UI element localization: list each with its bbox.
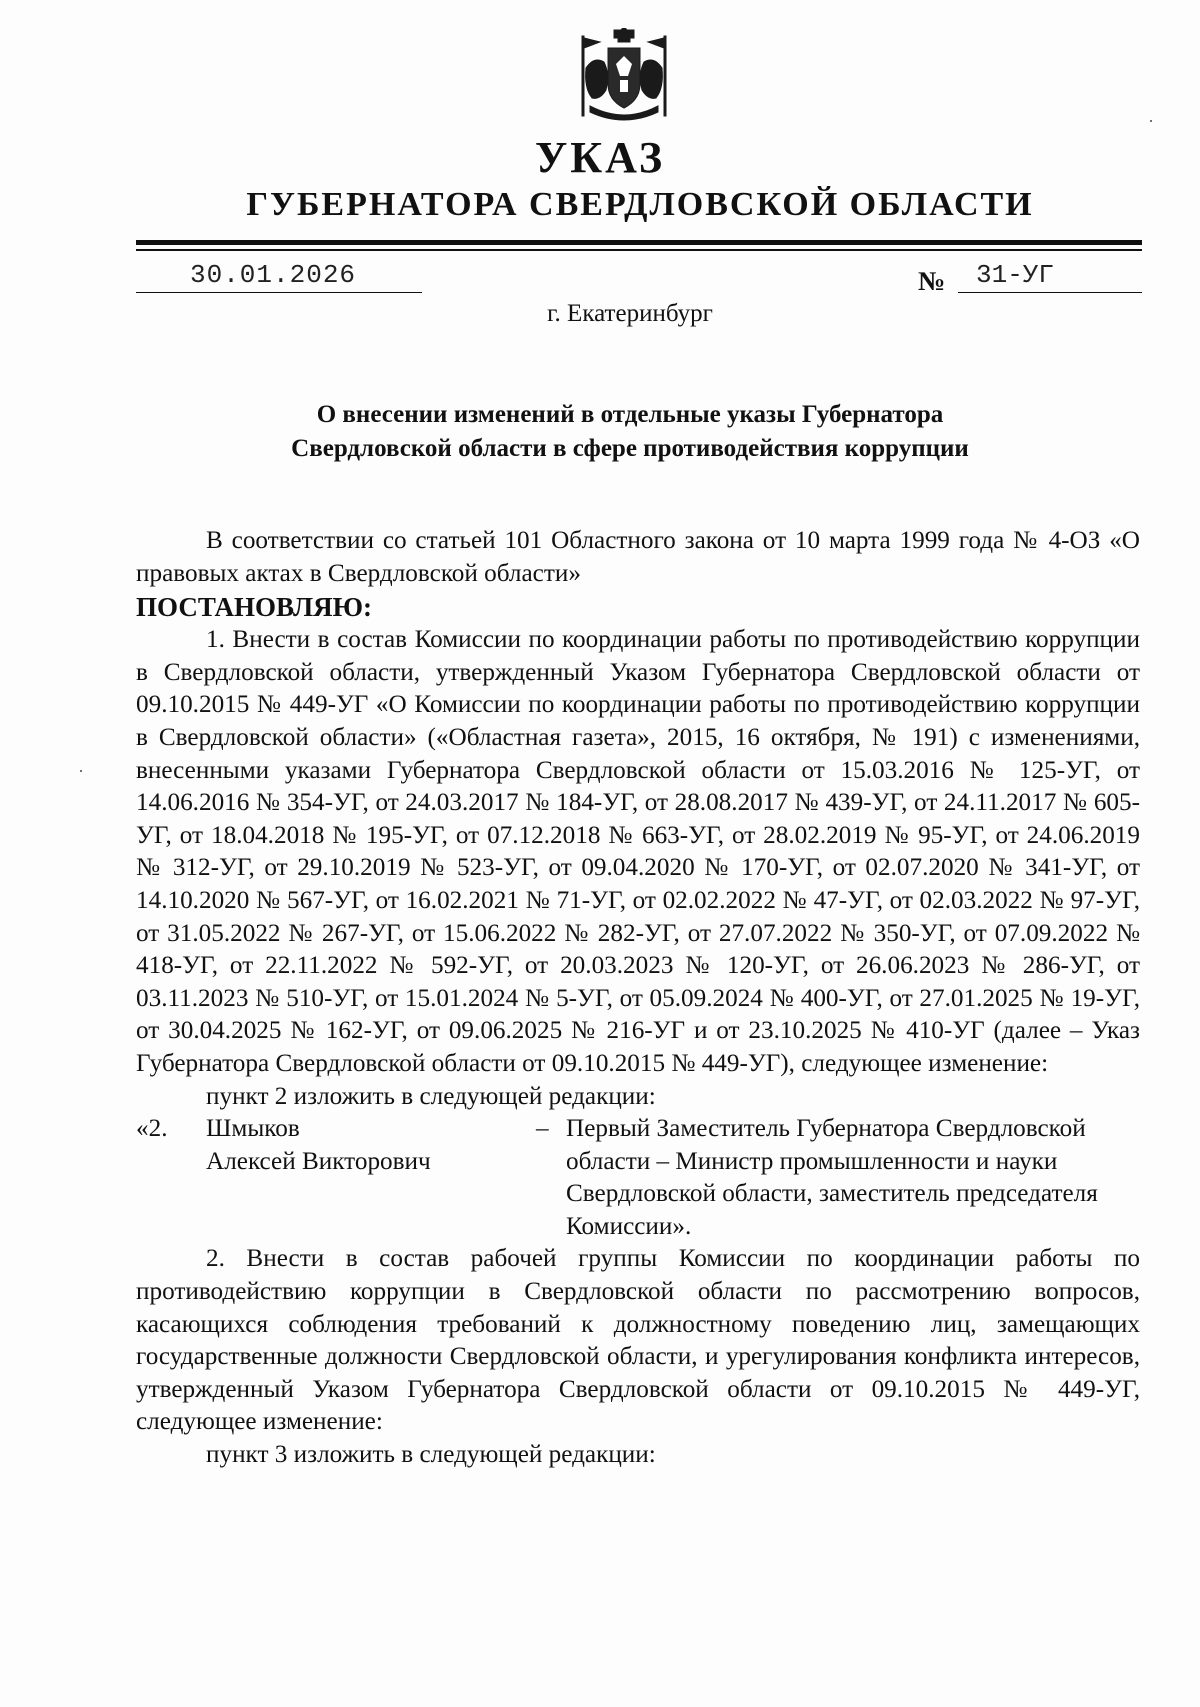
decree-date: 30.01.2026: [190, 260, 357, 290]
date-underline: [136, 292, 422, 293]
preamble-paragraph: В соответствии со статьей 101 Областного закона от 10 марта 1999 года № 4-ОЗ «О правовых актах в Свердловской области»: [136, 527, 1140, 587]
city-label: г. Екатеринбург: [547, 300, 713, 327]
member-given-names: Алексей Викторович: [206, 1147, 431, 1175]
scan-speck: [80, 770, 82, 772]
member-dash: –: [536, 1115, 549, 1143]
item-2-paragraph: 2. Внести в состав рабочей группы Комиссии по координации работы по противодействию коррупции в Свердловской области по рассмотрению вопросов, касающихся соблюдения требований к должностному поведению лиц, замещающих государственные должности Свердловской области, и урегулирования конфликта интересов, утвержденный Указом Губернатора Свердловской области от 09.10.2015 № 449-УГ, следующее изменение:: [136, 1245, 1140, 1436]
member-surname: Шмыков: [206, 1115, 300, 1143]
decree-heading: [150, 398, 1110, 466]
number-underline: [958, 292, 1142, 293]
item-1-paragraph: 1. Внести в состав Комиссии по координации работы по противодействию коррупции в Свердловской области, утвержденный Указом Губернатора Свердловской области от 09.10.2015 № 449-УГ «О Комиссии по координации работы по противодействию коррупции в Свердловской области» («Областная газета», 2015, 16 октября, № 191) с изменениями, внесенными указами Губернатора Свердловской области от 15.03.2016 № 125-УГ, от 14.06.2016 № 354-УГ, от 24.03.2017 № 184-УГ, от 28.08.2017 № 439-УГ, от 24.11.2017 № 605-УГ, от 18.04.2018 № 195-УГ, от 07.12.2018 № 663-УГ, от 28.02.2019 № 95-УГ, от 24.06.2019 № 312-УГ, от 29.10.2019 № 523-УГ, от 09.04.2020 № 170-УГ, от 02.07.2020 № 341-УГ, от 14.10.2020 № 567-УГ, от 16.02.2021 № 71-УГ, от 02.02.2022 № 47-УГ, от 02.03.2022 № 97-УГ, от 31.05.2022 № 267-УГ, от 15.06.2022 № 282-УГ, от 27.07.2022 № 350-УГ, от 07.09.2022 № 418-УГ, от 22.11.2022 № 592-УГ, от 20.03.2023 № 120-УГ, от 26.06.2023 № 286-УГ, от 03.11.2023 № 510-УГ, от 15.01.2024 № 5-УГ, от 05.09.2024 № 400-УГ, от 27.01.2025 № 19-УГ, от 30.04.2025 № 162-УГ, от 09.06.2025 № 216-УГ и от 23.10.2025 № 410-УГ (далее – Указ Губернатора Свердловской области от 09.10.2015 № 449-УГ), следующее изменение:: [136, 626, 1140, 1077]
member-position: Первый Заместитель Губернатора Свердловской области – Министр промышленности и науки Свердловской области, заместитель председателя Комиссии».: [566, 1115, 1098, 1240]
decree-number: 31-УГ: [976, 260, 1055, 290]
decree-body: [136, 525, 1140, 1472]
decree-word: ПОСТАНОВЛЯЮ:: [136, 592, 372, 623]
decree-title: УКАЗ: [534, 133, 666, 182]
coat-of-arms-emblem: [570, 28, 678, 128]
header-rule-thick: [136, 240, 1142, 245]
scan-speck: [1150, 120, 1152, 122]
commission-member-entry: [136, 1113, 1140, 1243]
item-1-subparagraph: пункт 2 изложить в следующей редакции:: [206, 1082, 656, 1110]
item-2-subparagraph: пункт 3 изложить в следующей редакции:: [206, 1441, 656, 1469]
header-rule-thin: [136, 249, 1142, 251]
heading-line-2: Свердловской области в сфере противодействия коррупции: [291, 435, 969, 462]
number-sign: №: [918, 266, 946, 296]
issuer-title: ГУБЕРНАТОРА СВЕРДЛОВСКОЙ ОБЛАСТИ: [246, 186, 1034, 223]
heading-line-1: О внесении изменений в отдельные указы Губернатора: [316, 401, 944, 428]
member-full-name: [206, 1113, 536, 1243]
member-number: «2.: [136, 1115, 168, 1143]
